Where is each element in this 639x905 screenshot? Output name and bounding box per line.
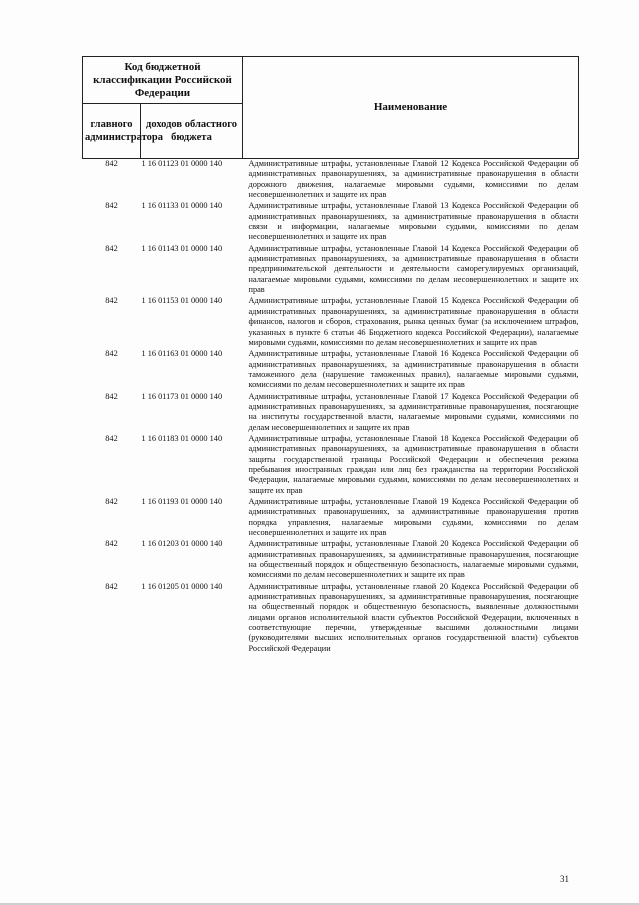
name-cell bbox=[243, 159, 579, 202]
admin-code-cell: 842 bbox=[105, 433, 118, 443]
admin-code-cell: 842 bbox=[105, 243, 118, 253]
admin-code-cell: 842 bbox=[105, 159, 118, 168]
income-code-cell: 1 16 01133 01 0000 140 bbox=[141, 201, 223, 211]
table-row bbox=[83, 434, 579, 497]
table-row bbox=[83, 539, 579, 581]
table-row bbox=[83, 296, 579, 349]
income-code-cell: 1 16 01153 01 0000 140 bbox=[141, 296, 223, 306]
name-cell bbox=[243, 582, 579, 655]
table-header bbox=[83, 57, 579, 159]
income-code-cell: 1 16 01163 01 0000 140 bbox=[141, 349, 223, 359]
name-cell bbox=[243, 497, 579, 539]
income-code-cell: 1 16 01203 01 0000 140 bbox=[141, 539, 223, 549]
name-text: Административные штрафы, установленные Главой 16 Кодекса Российской Федерации об административных правонарушениях, за административные правонарушения в области таможенного дела (нарушение таможенных правил), налагаемые мировыми судьями, комиссиями по делам несовершеннолетних и защите их прав bbox=[248, 349, 579, 390]
table-row bbox=[83, 582, 579, 655]
table-row bbox=[83, 159, 579, 202]
income-column-header: доходов областного бюджета bbox=[141, 104, 243, 159]
name-cell bbox=[243, 434, 579, 497]
name-cell bbox=[243, 244, 579, 297]
name-text: Административные штрафы, установленные Главой 18 Кодекса Российской Федерации об административных правонарушениях, за административные правонарушения в области защиты государственной границы Российской Федерации и обеспечения режима пребывания иностранных граждан или лиц без гражданства на территории Российской Федерации, налагаемые мировыми судьями, комиссиями по делам несовершеннолетних и защите их прав bbox=[248, 433, 579, 495]
admin-code-cell: 842 bbox=[105, 296, 118, 306]
name-text: Административные штрафы, установленные Главой 17 Кодекса Российской Федерации об административных правонарушениях, за административные правонарушения, посягающие на институты государственной власти, налагаемые мировыми судьями, комиссиями по делам несовершеннолетних и защите их прав bbox=[248, 391, 579, 432]
table-row bbox=[83, 349, 579, 391]
income-code-cell: 1 16 01193 01 0000 140 bbox=[141, 497, 223, 506]
admin-code-cell: 842 bbox=[105, 201, 118, 211]
page-number: 31 bbox=[560, 874, 569, 884]
table-body bbox=[83, 159, 579, 656]
name-text: Административные штрафы, установленные Главой 13 Кодекса Российской Федерации об административных правонарушениях, за административные правонарушения в области связи и информации, налагаемые мировыми судьями, комиссиями по делам несовершеннолетних и защите их прав bbox=[248, 201, 579, 242]
admin-code-cell: 842 bbox=[105, 349, 118, 359]
table-row bbox=[83, 392, 579, 434]
income-code-cell: 1 16 01143 01 0000 140 bbox=[141, 243, 223, 253]
name-text: Административные штрафы, установленные Главой 14 Кодекса Российской Федерации об административных правонарушениях, за административные правонарушения в области предпринимательской деятельности и деятельности саморегулируемых организаций, налагаемые мировыми судьями, комиссиями по делам несовершеннолетних и защите их прав bbox=[248, 243, 579, 295]
name-column-header: Наименование bbox=[243, 57, 579, 159]
budget-classification-table bbox=[82, 56, 579, 655]
admin-code-cell: 842 bbox=[105, 581, 118, 591]
budget-code-group-header: Код бюджетной классификации Российской Федерации bbox=[83, 57, 243, 104]
name-cell bbox=[243, 392, 579, 434]
name-text: Административные штрафы, установленные Главой 20 Кодекса Российской Федерации об административных правонарушениях, за административные правонарушения, посягающие на общественный порядок и общественную безопасность, налагаемые мировыми судьями, комиссиями по делам несовершеннолетних и защите их прав bbox=[248, 539, 579, 580]
name-cell bbox=[243, 296, 579, 349]
admin-code-cell: 842 bbox=[105, 539, 118, 549]
name-text: Административные штрафы, установленные главой 20 Кодекса Российской Федерации об административных правонарушениях, за административные правонарушения, посягающие на общественный порядок и общественную безопасность, выявленные должностными лицами органов исполнительной власти субъектов Российской Федерации, включенных в соответствующие перечни, утвержденные высшими должностными лицами (руководителями высших исполнительных органов государственной власти) субъектов Российской Федерации bbox=[248, 581, 579, 653]
name-cell bbox=[243, 201, 579, 243]
income-code-cell: 1 16 01123 01 0000 140 bbox=[141, 159, 223, 168]
admin-code-cell: 842 bbox=[105, 497, 118, 506]
admin-column-header: главного администратора bbox=[83, 104, 141, 159]
table-row bbox=[83, 244, 579, 297]
name-cell bbox=[243, 349, 579, 391]
income-code-cell: 1 16 01183 01 0000 140 bbox=[141, 433, 223, 443]
income-code-cell: 1 16 01173 01 0000 140 bbox=[141, 391, 223, 401]
name-cell bbox=[243, 539, 579, 581]
table-row bbox=[83, 201, 579, 243]
admin-code-cell: 842 bbox=[105, 391, 118, 401]
name-text: Административные штрафы, установленные Главой 19 Кодекса Российской Федерации об административных правонарушениях, за административные правонарушения против порядка управления, налагаемые мировыми судьями, комиссиями по делам несовершеннолетних и защите их прав bbox=[248, 497, 579, 538]
name-text: Административные штрафы, установленные Главой 12 Кодекса Российской Федерации об административных правонарушениях, за административные правонарушения в области дорожного движения, налагаемые мировыми судьями, комиссиями по делам несовершеннолетних и защите их прав bbox=[248, 159, 579, 200]
name-text: Административные штрафы, установленные Главой 15 Кодекса Российской Федерации об административных правонарушениях, за административные правонарушения в области финансов, налогов и сборов, страхования, рынка ценных бумаг (за исключением штрафов, указанных в пункте 6 статьи 46 Бюджетного кодекса Российской Федерации), налагаемые мировыми судьями, комиссиями по делам несовершеннолетних и защите их прав bbox=[248, 296, 579, 347]
income-code-cell: 1 16 01205 01 0000 140 bbox=[141, 581, 223, 591]
table-row bbox=[83, 497, 579, 539]
